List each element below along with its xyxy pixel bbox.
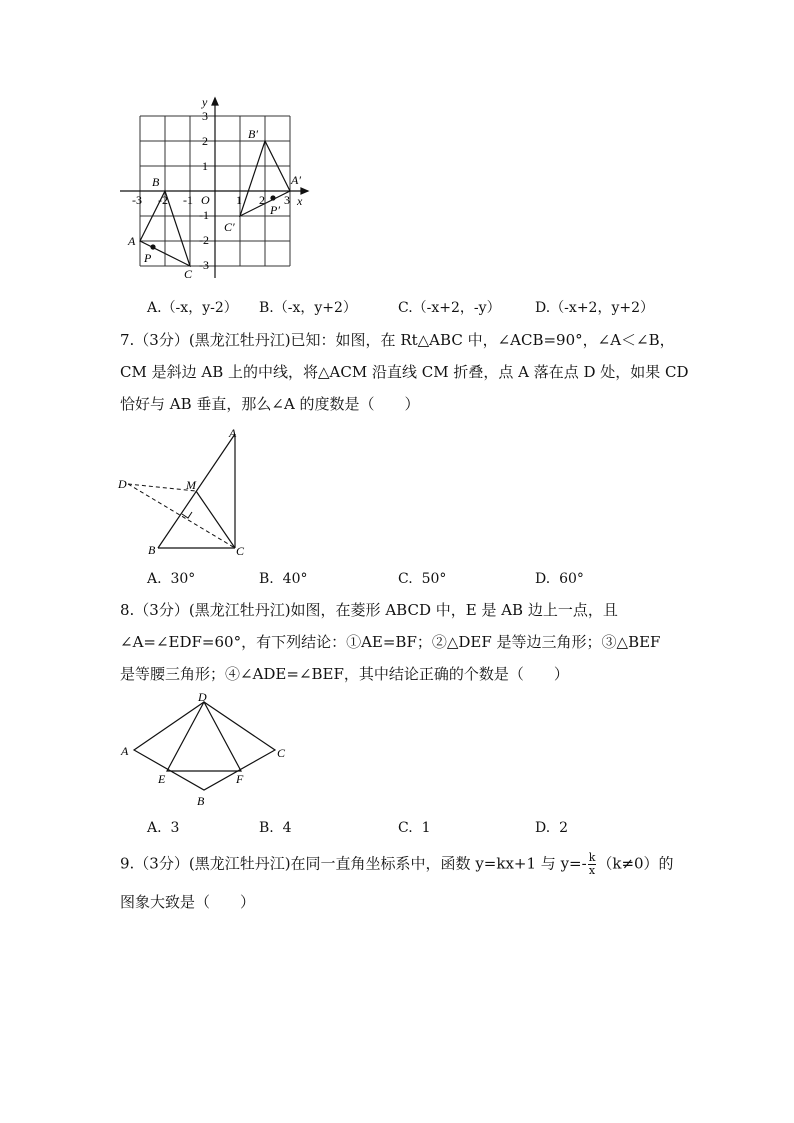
q8-label-d: D <box>198 690 207 704</box>
q9-stem-line2: 图象大致是（ ） <box>120 893 256 911</box>
q6-label-a: A <box>128 234 136 248</box>
q7-label-d: D <box>118 477 127 491</box>
q6-label-p: P <box>144 251 152 265</box>
q7-stem-line3: 恰好与 AB 垂直，那么∠A 的度数是（ ） <box>120 395 420 413</box>
q8-option-a <box>147 820 179 836</box>
option-text: 3 <box>170 820 180 836</box>
option-text: 30° <box>170 571 196 587</box>
option-text: （-x+2，y+2） <box>550 300 654 316</box>
q6-xtick: -1 <box>183 193 193 207</box>
q6-ytick: -3 <box>199 258 209 272</box>
option-letter: B. <box>259 820 274 836</box>
q7-option-d <box>535 571 584 587</box>
q6-ytick: 3 <box>202 109 208 123</box>
option-text: （-x，y+2） <box>273 300 357 316</box>
q6-axis-y-label: y <box>202 95 208 109</box>
q6-xtick: 3 <box>284 193 290 207</box>
option-letter: A. <box>147 300 162 316</box>
q9-stem-line1 <box>120 852 674 877</box>
q7-stem-line1: 7.（3分）(黑龙江牡丹江)已知：如图，在 Rt△ABC 中，∠ACB=90°，∠A＜∠B， <box>120 331 675 349</box>
option-text: 1 <box>421 820 431 836</box>
q7-triangle-figure <box>110 422 260 562</box>
option-text: （-x，y-2） <box>161 300 238 316</box>
q6-axis-x-label: x <box>297 194 303 208</box>
option-letter: A. <box>147 571 162 587</box>
q9-stem-post: （k≠0）的 <box>597 854 674 873</box>
option-letter: B. <box>259 300 274 316</box>
option-letter: C. <box>398 820 413 836</box>
q6-option-a <box>147 297 238 317</box>
q6-xtick: -2 <box>158 193 168 207</box>
option-letter: D. <box>535 820 551 836</box>
q7-label-a: A <box>229 426 237 440</box>
q6-label-a1: A′ <box>291 173 301 187</box>
q6-ytick: -2 <box>199 233 209 247</box>
option-letter: C. <box>398 300 413 316</box>
q7-label-m: M <box>186 478 196 492</box>
q7-label-b: B <box>148 543 156 557</box>
q7-label-c: C <box>236 544 245 558</box>
q6-ytick: 1 <box>202 159 208 173</box>
q7-stem-line2: CM 是斜边 AB 上的中线，将△ACM 沿直线 CM 折叠，点 A 落在点 D 处，如果 CD <box>120 363 689 381</box>
option-text: 4 <box>282 820 292 836</box>
option-letter: D. <box>535 300 551 316</box>
q9-stem-pre: 9.（3分）(黑龙江牡丹江)在同一直角坐标系中，函数 y=kx+1 与 y=- <box>120 854 587 873</box>
option-text: 40° <box>282 571 308 587</box>
q6-coordinate-figure <box>110 92 320 287</box>
q6-xtick: 2 <box>259 193 265 207</box>
q7-option-b <box>259 571 307 587</box>
q6-option-c <box>398 297 501 317</box>
q8-label-b: B <box>197 794 205 808</box>
q6-ytick: -1 <box>199 208 209 222</box>
q6-point-p <box>150 244 155 249</box>
q8-label-f: F <box>236 772 244 786</box>
option-text: 50° <box>421 571 447 587</box>
q8-option-b <box>259 820 292 836</box>
q6-option-b <box>259 297 357 317</box>
q8-stem-line3: 是等腰三角形；④∠ADE=∠BEF，其中结论正确的个数是（ ） <box>120 665 569 683</box>
q6-origin-label: O <box>201 193 210 207</box>
option-text: （-x+2，-y） <box>412 300 501 316</box>
option-text: 60° <box>559 571 584 587</box>
q8-option-d <box>535 820 568 836</box>
q8-rhombus-figure <box>112 690 302 810</box>
q6-label-c: C <box>184 267 193 281</box>
q8-label-a: A <box>121 744 129 758</box>
q9-fraction-denominator: x <box>588 864 596 877</box>
q6-ytick: 2 <box>202 134 208 148</box>
q8-label-e: E <box>158 772 166 786</box>
q7-option-a <box>147 571 195 587</box>
q6-xtick: 1 <box>236 193 242 207</box>
q8-stem-line2: ∠A=∠EDF=60°，有下列结论：①AE=BF；②△DEF 是等边三角形；③△BEF <box>120 633 661 651</box>
q6-label-c1: C′ <box>224 220 235 234</box>
q6-label-b1: B′ <box>248 127 258 141</box>
option-letter: D. <box>535 571 551 587</box>
q9-fraction <box>588 852 597 877</box>
q8-stem-line1: 8.（3分）(黑龙江牡丹江)如图，在菱形 ABCD 中，E 是 AB 边上一点，且 <box>120 601 618 619</box>
option-letter: C. <box>398 571 413 587</box>
q6-label-p1: P′ <box>270 203 280 217</box>
q8-label-c: C <box>277 746 286 760</box>
q6-point-p1 <box>270 195 275 200</box>
option-letter: B. <box>259 571 274 587</box>
q8-option-c <box>398 820 431 836</box>
option-text: 2 <box>559 820 569 836</box>
q6-label-b: B <box>152 175 160 189</box>
q9-fraction-numerator: k <box>588 851 596 864</box>
q7-option-c <box>398 571 446 587</box>
q6-xtick: -3 <box>132 193 142 207</box>
q6-option-d <box>535 297 654 317</box>
option-letter: A. <box>147 820 162 836</box>
